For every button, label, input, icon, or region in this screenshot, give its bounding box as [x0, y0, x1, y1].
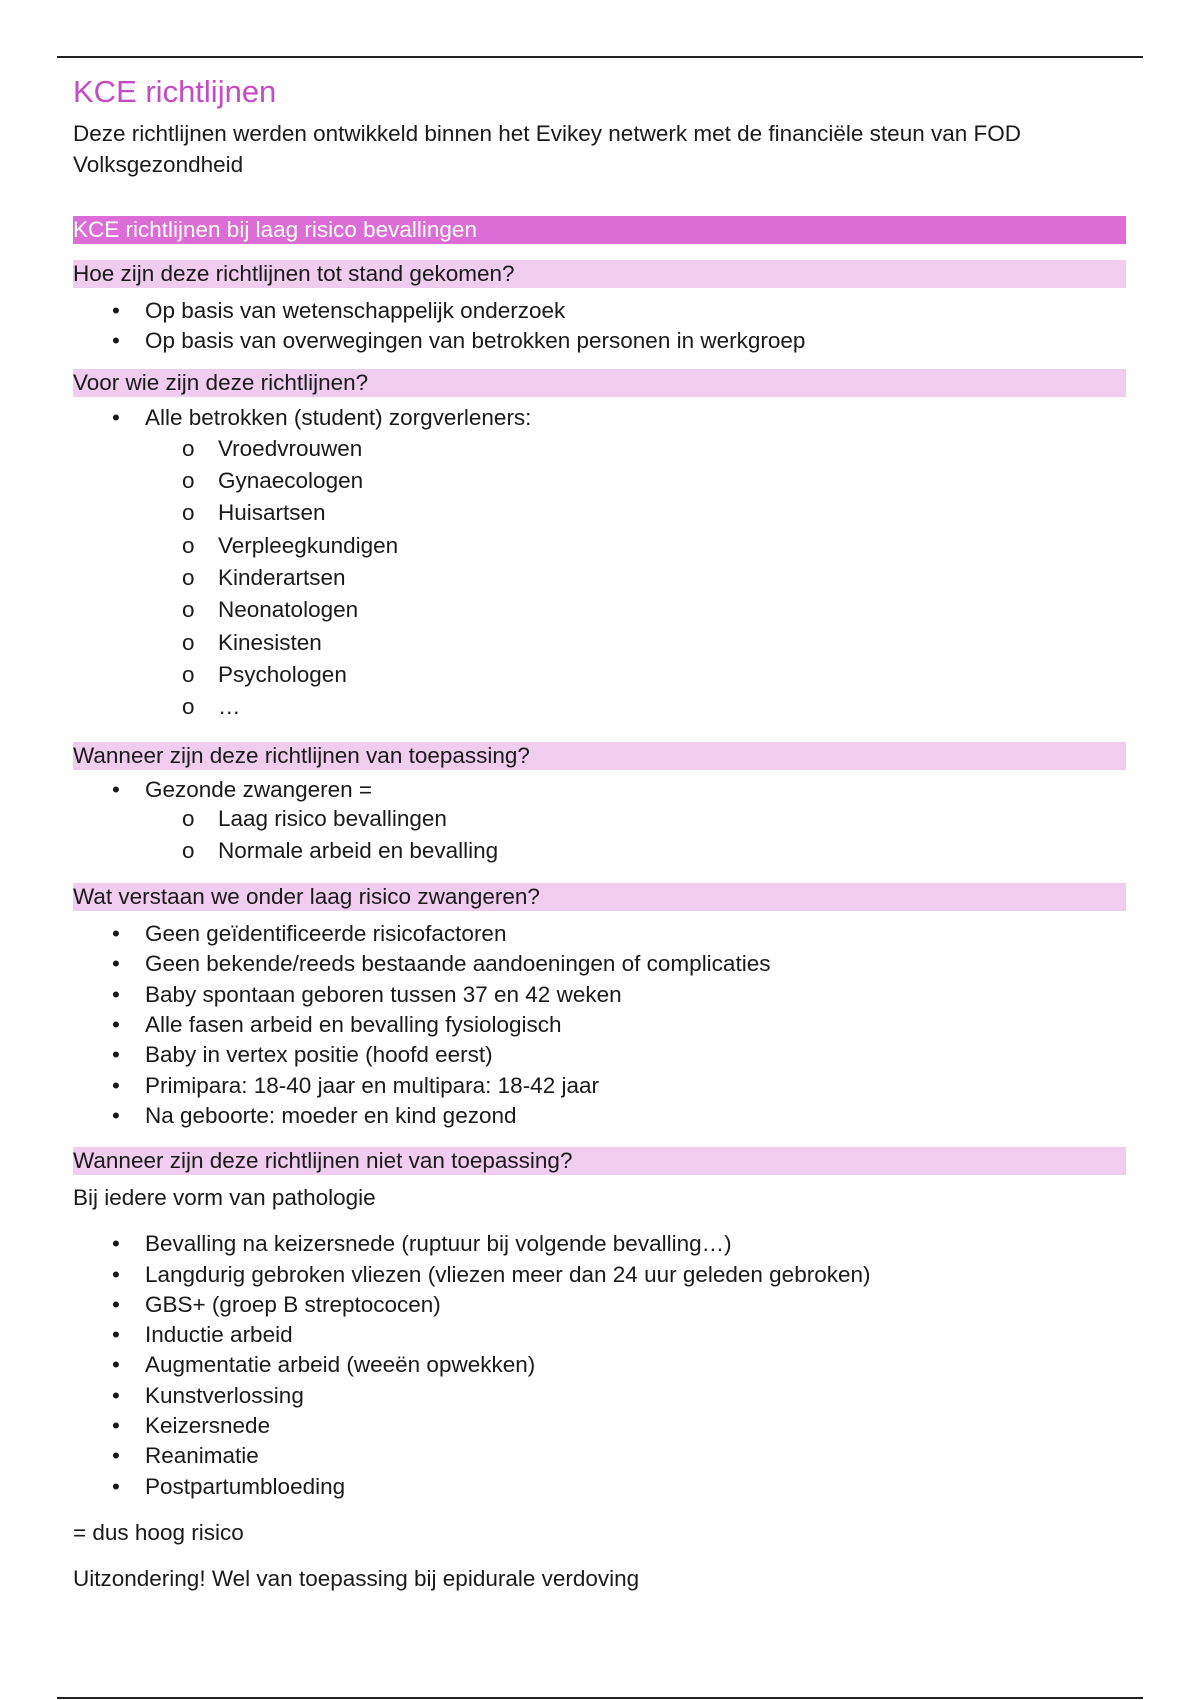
list-item: • Kunstverlossing [73, 1381, 1126, 1411]
bullet-icon: • [112, 1382, 120, 1408]
sub-list-item: o Kinesisten [73, 627, 1126, 659]
intro-paragraph: Deze richtlijnen werden ontwikkeld binnen het Evikey netwerk met de financiële steun van FOD Volksgezondheid [73, 121, 1021, 177]
list-item: • Op basis van wetenschappelijk onderzoek [73, 296, 1126, 326]
sub-bullet-icon: o [182, 468, 195, 494]
list-low-risk-criteria [73, 919, 1126, 1131]
sub-bullet-icon: o [182, 694, 195, 720]
sub-bullet-icon: o [182, 597, 195, 623]
sub-bullet-icon: o [182, 629, 195, 655]
bullet-icon: • [112, 1261, 120, 1287]
sub-list-item: o Verpleegkundigen [73, 530, 1126, 562]
bullet-icon: • [112, 1072, 120, 1098]
list-item: • Alle fasen arbeid en bevalling fysiologisch [73, 1010, 1126, 1040]
list-item: • Langdurig gebroken vliezen (vliezen meer dan 24 uur geleden gebroken) [73, 1260, 1126, 1290]
sub-bullet-icon: o [182, 532, 195, 558]
top-rule [57, 56, 1143, 58]
bullet-icon: • [112, 1012, 120, 1038]
list-item: • GBS+ (groep B streptococen) [73, 1290, 1126, 1320]
list-exclusions [73, 1229, 1126, 1502]
bullet-icon: • [112, 328, 120, 354]
sub-bullet-icon: o [182, 837, 195, 863]
bullet-icon: • [112, 1473, 120, 1499]
sub-list-item: o Neonatologen [73, 594, 1126, 626]
heading-not-applicable: Wanneer zijn deze richtlijnen niet van toepassing? [73, 1147, 1126, 1175]
list-how-created [73, 296, 1126, 357]
sub-list-item: o Vroedvrouwen [73, 433, 1126, 465]
list-item: • Na geboorte: moeder en kind gezond [73, 1101, 1126, 1131]
bullet-icon: • [112, 298, 120, 323]
bullet-icon: • [112, 1102, 120, 1128]
bullet-icon: • [112, 1352, 120, 1378]
list-item: • Op basis van overwegingen van betrokken personen in werkgroep [73, 326, 1126, 356]
list-item: • Inductie arbeid [73, 1320, 1126, 1350]
list-item: • Geen bekende/reeds bestaande aandoeningen of complicaties [73, 949, 1126, 979]
page-title: KCE richtlijnen [73, 74, 277, 109]
sub-list-item: o Kinderartsen [73, 562, 1126, 594]
list-for-whom [73, 403, 1126, 724]
bullet-icon: • [112, 1322, 120, 1348]
document-body [73, 72, 1126, 1594]
bullet-icon: • [112, 404, 120, 430]
bullet-icon: • [112, 1042, 120, 1068]
list-item: • Alle betrokken (student) zorgverleners: o Vroedvrouwen o Gynaecologen o Huisartsen o Verpleegkundigen o Kinderartsen o Neonatologen o Kinesisten o Psychologen o … [73, 403, 1126, 724]
bullet-icon: • [112, 1291, 120, 1317]
sublist-healthy-pregnant [145, 803, 1126, 868]
list-item: • Bevalling na keizersnede (ruptuur bij volgende bevalling…) [73, 1229, 1126, 1259]
bullet-icon: • [112, 1413, 120, 1439]
bullet-icon: • [112, 921, 120, 947]
heading-for-whom: Voor wie zijn deze richtlijnen? [73, 369, 1126, 397]
heading-low-risk-definition: Wat verstaan we onder laag risico zwangeren? [73, 883, 1126, 911]
heading-when-applicable: Wanneer zijn deze richtlijnen van toepassing? [73, 742, 1126, 770]
sub-list-item: o … [73, 691, 1126, 723]
list-item: • Primipara: 18-40 jaar en multipara: 18-42 jaar [73, 1071, 1126, 1101]
list-item: • Reanimatie [73, 1441, 1126, 1471]
bullet-icon: • [112, 776, 120, 802]
bottom-rule [57, 1697, 1143, 1699]
sub-bullet-icon: o [182, 805, 195, 831]
bullet-icon: • [112, 951, 120, 977]
sub-bullet-icon: o [182, 661, 195, 687]
list-item: • Gezonde zwangeren = o Laag risico bevallingen o Normale arbeid en bevalling [73, 776, 1126, 868]
list-item: • Keizersnede [73, 1411, 1126, 1441]
list-when-applicable [73, 776, 1126, 868]
bullet-icon: • [112, 981, 120, 1007]
high-risk-conclusion: = dus hoog risico [73, 1519, 244, 1545]
epidural-exception: Uitzondering! Wel van toepassing bij epidurale verdoving [73, 1565, 640, 1591]
list-item: • Baby in vertex positie (hoofd eerst) [73, 1040, 1126, 1070]
list-item: • Postpartumbloeding [73, 1472, 1126, 1502]
sub-bullet-icon: o [182, 565, 195, 591]
bullet-icon: • [112, 1231, 120, 1257]
sub-list-item: o Huisartsen [73, 497, 1126, 529]
pathology-lead: Bij iedere vorm van pathologie [73, 1185, 376, 1211]
list-item: • Augmentatie arbeid (weeën opwekken) [73, 1350, 1126, 1380]
bullet-icon: • [112, 1443, 120, 1469]
sublist-caregivers [145, 433, 1126, 724]
sub-list-item: o Normale arbeid en bevalling [73, 835, 1126, 867]
sub-list-item: o Gynaecologen [73, 465, 1126, 497]
sub-list-item: o Psychologen [73, 659, 1126, 691]
sub-bullet-icon: o [182, 500, 195, 526]
section-banner: KCE richtlijnen bij laag risico bevallingen [73, 216, 1126, 244]
list-item: • Geen geïdentificeerde risicofactoren [73, 919, 1126, 949]
sub-bullet-icon: o [182, 435, 195, 461]
sub-list-item: o Laag risico bevallingen [73, 803, 1126, 835]
list-item: • Baby spontaan geboren tussen 37 en 42 weken [73, 980, 1126, 1010]
heading-how-created: Hoe zijn deze richtlijnen tot stand gekomen? [73, 260, 1126, 288]
